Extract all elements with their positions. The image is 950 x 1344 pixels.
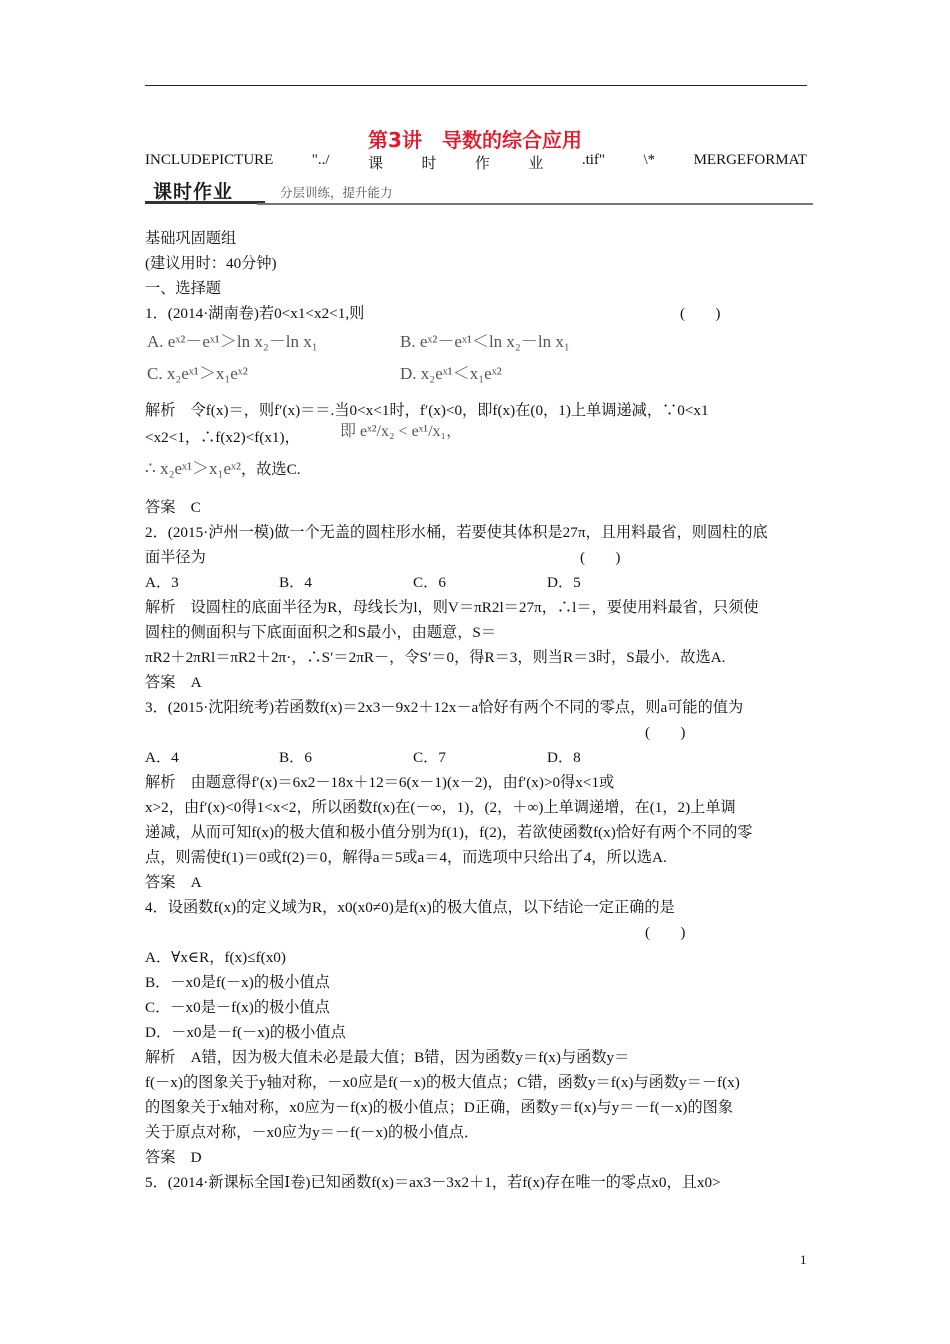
field-token: 作 — [474, 156, 490, 172]
solution-line — [145, 423, 807, 453]
question-2-stem-cont — [145, 545, 807, 570]
group-heading: 基础巩固题组 — [145, 230, 237, 247]
answer-line: 答案 C — [145, 499, 201, 516]
page-number: 1 — [800, 1252, 807, 1267]
include-picture-field — [145, 152, 807, 173]
option-c: C．7 — [413, 749, 446, 766]
answer-line: 答案 D — [145, 1149, 202, 1166]
question-3-paren-row — [145, 720, 807, 745]
solution-line: 解析 设圆柱的底面半径为R，母线长为l，则V＝πR2l＝27π，∴l＝，要使用料最省，只须使 — [145, 599, 759, 616]
option-c: C．6 — [413, 574, 446, 591]
question-text: 1．(2014·湖南卷)若0<x1<x2<1,则 — [145, 305, 365, 322]
solution-line: 点，则需使f(1)＝0或f(2)＝0，解得a＝5或a＝4，而选项中只给出了4，所以选A. — [145, 849, 667, 866]
solution-math: ∴ x₂eˣ¹＞x₁eˣ² — [145, 459, 242, 478]
question-2-stem: 2．(2015·泸州一模)做一个无盖的圆柱形水桶，若要使其体积是27π，且用料最省，则圆柱的底 — [145, 524, 768, 541]
option-a: A．∀x∈R，f(x)≤f(x0) — [145, 949, 286, 966]
solution-line: x>2，由f′(x)<0得1<x<2，所以函数f(x)在(－∞，1)，(2，＋∞)上单调递增，在(1，2)上单调 — [145, 799, 736, 816]
answer-paren: ( ) — [645, 924, 686, 941]
question-3-stem: 3．(2015·沈阳统考)若函数f(x)＝2x3－9x2＋12x－a恰好有两个不同的零点，则a可能的值为 — [145, 699, 744, 716]
question-3-options — [145, 745, 807, 770]
lesson-title: 第3讲 导数的综合应用 — [368, 128, 582, 152]
option-a: A. eˣ²－eˣ¹＞ln x₂－ln x₁ — [147, 332, 318, 351]
field-token: \* — [643, 152, 656, 168]
solution-line: f(－x)的图象关于y轴对称，－x0应是f(－x)的极大值点；C错，函数y＝f(x)与函数y＝－f(x) — [145, 1074, 740, 1091]
homework-banner — [145, 177, 813, 207]
solution-line: 解析 令f(x)＝，则f′(x)＝＝.当0<x<1时，f′(x)<0，即f(x)在(0，1)上单调递减，∵0<x1 — [145, 402, 709, 419]
exercise-body — [145, 226, 807, 1195]
question-text: 面半径为 — [145, 549, 206, 566]
option-d: D. x₂eˣ¹＜x₁eˣ² — [400, 364, 502, 383]
banner-tag: 课时作业 — [145, 177, 265, 204]
solution-line: 递减，从而可知f(x)的极大值和极小值分别为f(1)，f(2)，若欲使函数f(x)恰好有两个不同的零 — [145, 824, 753, 841]
option-c: C．－x0是－f(x)的极小值点 — [145, 999, 330, 1016]
option-a: A．4 — [145, 749, 179, 766]
answer-line: 答案 A — [145, 674, 202, 691]
header-rule — [145, 85, 807, 86]
solution-line: 圆柱的侧面积与下底面面积之和S最小，由题意，S＝ — [145, 624, 497, 641]
solution-text: ，故选C. — [241, 461, 301, 478]
question-2-options — [145, 570, 807, 595]
field-token: 课 — [368, 156, 384, 172]
question-1-options-cd — [145, 358, 807, 390]
option-d: D．－x0是－f(－x)的极小值点 — [145, 1024, 346, 1041]
option-b: B．6 — [279, 749, 312, 766]
question-1-options-ab — [145, 326, 807, 358]
option-b: B．－x0是f(－x)的极小值点 — [145, 974, 330, 991]
solution-line — [145, 453, 807, 485]
time-hint: (建议用时：40分钟) — [145, 255, 277, 272]
field-token: .tif" — [581, 152, 606, 168]
field-token: 时 — [421, 156, 437, 172]
question-4-paren-row — [145, 920, 807, 945]
field-token: "../ — [311, 152, 330, 168]
answer-paren: ( ) — [580, 549, 621, 566]
field-token: INCLUDEPICTURE — [145, 152, 274, 168]
question-5-stem: 5．(2014·新课标全国Ⅰ卷)已知函数f(x)＝ax3－3x2＋1，若f(x)存在唯一的零点x0，且x0> — [145, 1174, 721, 1191]
option-b: B．4 — [279, 574, 312, 591]
banner-rule — [257, 203, 813, 205]
answer-paren: ( ) — [680, 305, 721, 322]
question-1-stem — [145, 301, 807, 326]
question-4-stem: 4．设函数f(x)的定义域为R，x0(x0≠0)是f(x)的极大值点，以下结论一定正确的是 — [145, 899, 675, 916]
solution-line: 关于原点对称，－x0应为y＝－f(－x)的极小值点． — [145, 1124, 480, 1141]
solution-line: 解析 由题意得f′(x)＝6x2－18x＋12＝6(x－1)(x－2)，由f′(x)>0得x<1或 — [145, 774, 615, 791]
solution-line: πR2＋2πRl＝πR2＋2π·，∴S′＝2πR－，令S′＝0，得R＝3，则当R＝3时，S最小．故选A. — [145, 649, 726, 666]
banner-subtitle: 分层训练，提升能力 — [280, 185, 393, 200]
fraction-inequality: 即 eˣ²/x₂ < eˣ¹/x₁， — [340, 423, 463, 440]
answer-line: 答案 A — [145, 874, 202, 891]
solution-text: <x2<1，∴f(x2)<f(x1)， — [145, 429, 300, 446]
answer-paren: ( ) — [645, 724, 686, 741]
field-token: MERGEFORMAT — [693, 152, 807, 168]
option-d: D．8 — [547, 749, 581, 766]
question-type: 一、选择题 — [145, 280, 221, 297]
option-d: D．5 — [547, 574, 581, 591]
solution-line: 的图象关于x轴对称，x0应为－f(x)的极小值点；D正确，函数y＝f(x)与y＝－f(－x)的图象 — [145, 1099, 734, 1116]
field-token: 业 — [528, 156, 544, 172]
option-a: A．3 — [145, 574, 179, 591]
option-b: B. eˣ²－eˣ¹＜ln x₂－ln x₁ — [400, 332, 570, 351]
option-c: C. x₂eˣ¹＞x₁eˣ² — [147, 364, 248, 383]
solution-line: 解析 A错，因为极大值未必是最大值；B错，因为函数y＝f(x)与函数y＝ — [145, 1049, 630, 1066]
